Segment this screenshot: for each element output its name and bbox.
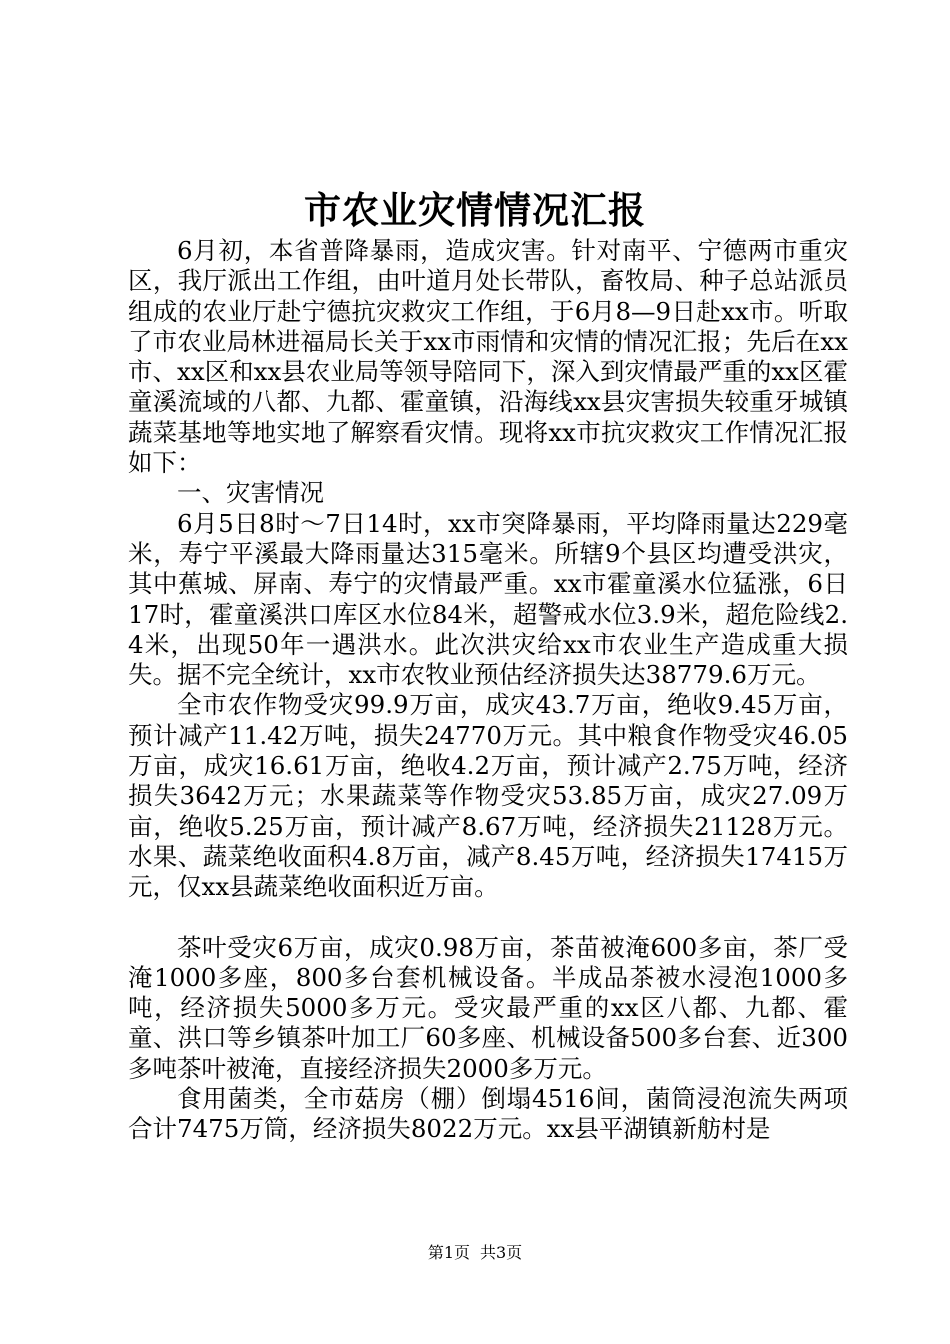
document-title: 市农业灾情情况汇报 [304,188,646,232]
page-number-current: 第1页 [427,1243,470,1262]
page-footer [0,1243,950,1263]
section-heading-disaster: 一、灾害情况 [177,478,324,508]
paragraph-rainfall: 6月5日8时～7日14时，xx市突降暴雨，平均降雨量达229毫米，寿宁平溪最大降雨量达315毫米。所辖9个县区均遭受洪灾，其中蕉城、屏南、寿宁的灾情最严重。xx市霍童溪水位猛涨，6日17时，霍童溪洪口库区水位84米，超警戒水位3.9米，超危险线2.4米，出现50年一遇洪水。此次洪灾给xx市农业生产造成重大损失。据不完全统计，xx市农牧业预估经济损失达38779.6万元。 [128,508,848,690]
paragraph-intro: 6月初，本省普降暴雨，造成灾害。针对南平、宁德两市重灾区，我厅派出工作组，由叶道月处长带队，畜牧局、种子总站派员组成的农业厅赴宁德抗灾救灾工作组，于6月8—9日赴xx市。听取了市农业局林进福局长关于xx市雨情和灾情的情况汇报；先后在xx市、xx区和xx县农业局等领导陪同下，深入到灾情最严重的xx区霍童溪流域的八都、九都、霍童镇，沿海线xx县灾害损失较重牙城镇蔬菜基地等地实地了解察看灾情。现将xx市抗灾救灾工作情况汇报如下： [128,236,848,478]
page-number-total: 共3页 [480,1243,523,1262]
paragraph-crops: 全市农作物受灾99.9万亩，成灾43.7万亩，绝收9.45万亩，预计减产11.42万吨，损失24770万元。其中粮食作物受灾46.05万亩，成灾16.61万亩，绝收4.2万亩，预计减产2.75万吨，经济损失3642万元；水果蔬菜等作物受灾53.85万亩，成灾27.09万亩，绝收5.25万亩，预计减产8.67万吨，经济损失21128万元。水果、蔬菜绝收面积4.8万亩，减产8.45万吨，经济损失17415万元，仅xx县蔬菜绝收面积近万亩。 [128,690,848,902]
paragraph-tea: 茶叶受灾6万亩，成灾0.98万亩，茶苗被淹600多亩，茶厂受淹1000多座，800多台套机械设备。半成品茶被水浸泡1000多吨，经济损失5000多万元。受灾最严重的xx区八都、九都、霍童、洪口等乡镇茶叶加工厂60多座、机械设备500多台套、近300多吨茶叶被淹，直接经济损失2000多万元。 [128,932,848,1083]
document-body [128,236,848,1145]
paragraph-fungi: 食用菌类，全市菇房（棚）倒塌4516间，菌筒浸泡流失两项合计7475万筒，经济损失8022万元。xx县平湖镇新舫村是 [128,1084,848,1144]
